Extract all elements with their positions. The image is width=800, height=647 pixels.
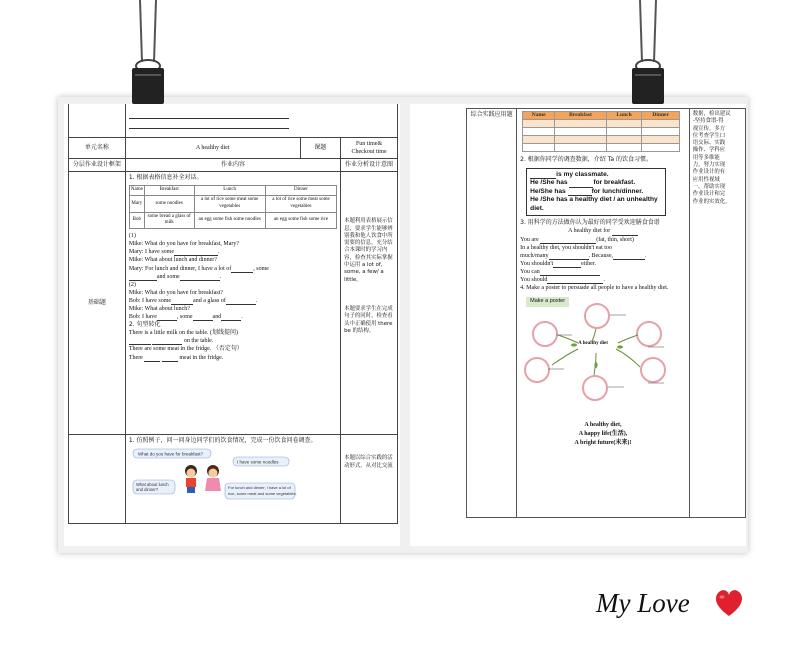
food-table-header: Breakfast <box>144 186 194 196</box>
meal-table-header: Lunch <box>606 112 641 120</box>
d2-line: Mike: What about lunch? <box>128 305 190 312</box>
svg-text:What about lunch: What about lunch <box>135 482 169 488</box>
table-cell[interactable] <box>523 144 555 152</box>
table-row <box>129 212 336 229</box>
analysis-line: -坚持食谱-得 <box>692 118 724 125</box>
box-line: He/She has <box>530 187 566 195</box>
poster-mindmap <box>522 295 672 415</box>
food-table-header: Name <box>129 186 144 196</box>
analysis-line: 视宣传。多方 <box>692 125 726 132</box>
t2-line: There is a little milk on the table. (划线提问) <box>128 330 238 337</box>
task2-title: 2. 句型转化 <box>128 321 161 329</box>
food-table-header: Lunch <box>194 186 265 196</box>
d2-line: Bob: I have some <box>128 297 172 304</box>
meal-survey-table <box>522 111 680 152</box>
analysis-survey <box>341 435 398 524</box>
survey-illustration <box>129 447 297 505</box>
svg-text:rice, some meat and some veget: rice, some meat and some vegetables. <box>227 491 297 497</box>
table-cell[interactable] <box>523 128 555 136</box>
t3-line: You should <box>520 276 548 283</box>
d2-line: and <box>212 314 222 321</box>
d1-line: Mike: What about lunch and dinner? <box>128 257 217 264</box>
table-cell: an egg some fish some rice <box>265 212 336 229</box>
binder-clip-right <box>618 0 678 108</box>
analysis-text-3: 本题以综合实践的活动形式，从对比交流 <box>344 455 393 469</box>
table-row <box>523 136 680 144</box>
meal-table-header: Dinner <box>642 112 680 120</box>
table-cell[interactable] <box>606 120 641 128</box>
svg-text:For lunch and dinner, I have a: For lunch and dinner, I have a lot of <box>227 485 291 491</box>
unit-name: A healthy diet <box>125 138 300 159</box>
analysis-text-2: 本题要求学生在完成句子的同时，检查看头中正确使用 there be 的结构。 <box>344 305 393 334</box>
r-analysis <box>689 109 745 518</box>
table-cell[interactable] <box>555 144 607 152</box>
slogan <box>520 421 686 448</box>
basic-content: 1. 根据表格信息补全对话。 Name Breakfast Lunch Dinner Mary some noodles a lot of rice some meat some vegetables a lot of rice some meat some vegetables Bob some bread a glass of milk an egg some fish some noodles an egg some fish some rice (1) Mike: What do you have for breakfast, Mary? Mary: I have some . Mike: What about lunch and dinner? Mary: For lunch and dinner, I have a lot of , some and some . (2) Mike: What do you have for breakfast? Bob: I have some and a glass of . Mike: What about lunch? Bob: I have , some and . 2. 句型转化 There is a little milk on the table. (划线提问) on the table. There are some meat in the fridge. （否定句） There meat in the fridge. <box>125 172 340 435</box>
table-cell[interactable] <box>606 144 641 152</box>
box-line: is my classmate. <box>556 170 609 178</box>
table-row <box>129 196 336 213</box>
d1-line: Mary: I have some <box>128 249 175 256</box>
table-cell[interactable] <box>606 136 641 144</box>
box-line: for breakfast. <box>593 179 636 187</box>
d1-line: and some <box>156 273 180 280</box>
poster-label: Make a poster <box>526 297 569 306</box>
right-worksheet-table <box>466 108 746 518</box>
d1-line: Mike: What do you have for breakfast, Mary? <box>128 241 240 248</box>
d1-line: , some <box>253 265 269 272</box>
t3-line: You are <box>520 236 539 243</box>
d2-line: and a glass of <box>193 297 226 304</box>
table-row <box>523 144 680 152</box>
r-task2-title: 2. 根据你同学的调查数据，介绍 Ta 的饮食习惯。 <box>520 156 652 164</box>
meal-table-header: Breakfast <box>555 112 607 120</box>
t3-line: (fat, thin, short) <box>596 236 634 243</box>
analysis-line: 语交际、实践 <box>692 140 726 147</box>
t2-line: on the table. <box>183 338 214 345</box>
table-row <box>523 128 680 136</box>
table-cell: Mary <box>129 196 144 213</box>
t4-line: 4. Make a poster to persuade all people to have a healthy diet. <box>520 285 669 292</box>
bubble-a1: I have some noodles <box>236 459 279 465</box>
t3-line: either. <box>581 260 596 267</box>
table-cell: Bob <box>129 212 144 229</box>
mindmap-center: A healthy diet <box>578 341 608 347</box>
food-table-header: Dinner <box>265 186 336 196</box>
bubble-q1: What do you have for breakfast? <box>137 451 203 457</box>
survey-task <box>125 435 340 524</box>
dialogue2-label: (2) <box>128 281 136 288</box>
table-cell: a lot of rice some meat some vegetables <box>194 196 265 213</box>
table-row <box>523 120 680 128</box>
t3-line: . Because, <box>588 252 613 259</box>
heart-icon <box>713 588 745 618</box>
svg-text:and dinner?: and dinner? <box>135 487 158 493</box>
box-line: He /She has <box>530 179 568 187</box>
table-cell[interactable] <box>555 128 607 136</box>
d2-line: Bob: I have <box>128 314 157 321</box>
table-cell: a lot of rice some meat some vegetables <box>265 196 336 213</box>
meal-table-header: Name <box>523 112 555 120</box>
left-page <box>64 104 400 546</box>
binder-clip-left <box>118 0 178 108</box>
box-line: He /She has a healthy diet / an unhealthy diet. <box>530 196 658 212</box>
food-info-table <box>129 185 337 229</box>
right-page <box>410 104 746 546</box>
t2-line: There <box>128 354 143 361</box>
lesson-name: Fun time& Checkout time <box>341 138 398 159</box>
t3-line: A healthy diet for <box>568 228 611 235</box>
table-cell[interactable] <box>642 128 680 136</box>
t2-line: There are some meat in the fridge. （否定句） <box>128 346 243 353</box>
practice-content: Name Breakfast Lunch Dinner 2. 根据你同学的调查数据，介绍 Ta 的饮食习惯。 is my classmate. He /She has for breakfast. He/She has for lunch/dinner. He /She has a healthy diet / an unhealthy diet. 3. 用科学的方法做你认为最好的同学受欢迎膳食食谱 A healthy diet for You are (fat, thin, short) In a healthy diet, you shouldn't eat too much/many . Because, . You shouldn't either. You can You should . 4. Make a poster to persuade all people to have a healthy diet. Make a poster A healthy diet A healthy diet, A happy life(生活), A bright future(未来)! <box>517 109 690 518</box>
d2-line: Mike: What do you have for breakfast? <box>128 289 224 296</box>
left-worksheet-table <box>68 104 398 524</box>
analysis-line: 操作、学科应 <box>692 147 726 154</box>
t3-line: You shouldn't <box>520 260 554 267</box>
unit-label: 单元名称 <box>69 138 126 159</box>
slogan-line: A happy life(生活), <box>578 431 628 438</box>
table-cell[interactable] <box>523 136 555 144</box>
table-cell[interactable] <box>555 136 607 144</box>
classmate-box <box>526 168 666 217</box>
slogan-line: A bright future(未来)! <box>574 440 632 447</box>
analysis-line: 应用性视域 <box>692 176 720 183</box>
analysis-label: 作业分析设计意图 <box>341 159 398 172</box>
table-cell: an egg some fish some noodles <box>194 212 265 229</box>
t2-line: meat in the fridge. <box>179 354 224 361</box>
analysis-text-1: 本题利用表格展示信息，要求学生能够辨别我和他人饮食中所需要的信息，充分结合本课时的学习内容，检查其实际掌握中运用 a lot of, some, a few/ a little。 <box>344 218 393 283</box>
r-task3-title: 3. 用科学的方法做你认为最好的同学受欢迎膳食食谱 <box>520 219 660 227</box>
mindmap-branches <box>522 295 672 415</box>
table-cell[interactable] <box>642 144 680 152</box>
caption: My Love <box>596 588 690 618</box>
table-cell: some noodles <box>144 196 194 213</box>
table-cell[interactable] <box>523 120 555 128</box>
analysis-line: 作业设计和完 <box>692 191 726 198</box>
analysis-line: 作业的实效化。 <box>692 198 731 205</box>
analysis-basic <box>341 172 398 435</box>
t3-line: You can <box>520 268 540 275</box>
table-cell[interactable] <box>606 128 641 136</box>
analysis-line: 一，帮助实现 <box>692 183 726 190</box>
table-cell[interactable] <box>642 136 680 144</box>
task1-title: 1. 根据表格信息补全对话。 <box>128 174 203 182</box>
t3-line: In a healthy diet, you shouldn't eat too <box>520 244 612 251</box>
table-cell[interactable] <box>642 120 680 128</box>
basic-label: 基础题 <box>69 172 126 435</box>
analysis-line: 作业设计的有 <box>692 169 726 176</box>
d1-line: Mary: For lunch and dinner, I have a lot of <box>128 265 232 272</box>
t3-line: much/many <box>520 252 549 259</box>
table-cell[interactable] <box>555 120 607 128</box>
d2-line: , some <box>176 314 193 321</box>
dialogue1-label: (1) <box>128 233 136 240</box>
section-label: 综合实践应用题 <box>467 109 517 518</box>
slogan-line: A healthy diet, <box>584 422 622 429</box>
lesson-label: 课题 <box>300 138 341 159</box>
content-label: 作业内容 <box>125 159 340 172</box>
table-cell: some bread a glass of milk <box>144 212 194 229</box>
box-line: for lunch/dinner. <box>591 187 644 195</box>
analysis-line: 用等多维能 <box>692 154 720 161</box>
task3-title: 1. 仿照例子，问一问身边同学们的饮食情况，完成一份饮食问卷调查。 <box>128 437 317 445</box>
analysis-line: 数据，检出建议 <box>692 111 731 117</box>
analysis-line: 力，努力实现 <box>692 162 726 169</box>
analysis-line: 位考查学生口 <box>692 132 726 139</box>
framework-label: 分层作业设计框架 <box>69 159 126 172</box>
